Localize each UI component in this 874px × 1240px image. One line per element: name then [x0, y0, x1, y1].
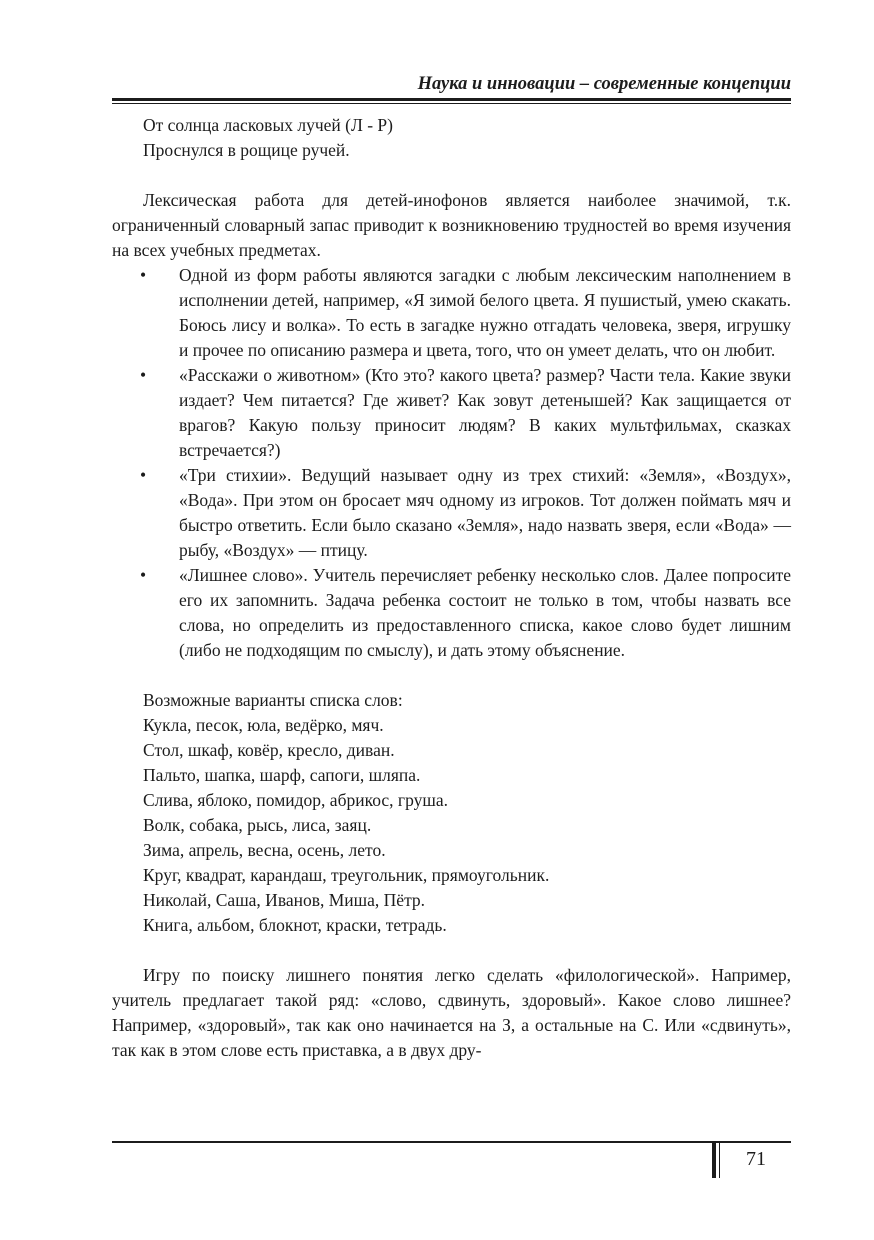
word-list-line: Кукла, песок, юла, ведёрко, мяч.: [143, 715, 384, 735]
page-body: [112, 113, 791, 1063]
word-list-line: Волк, собака, рысь, лиса, заяц.: [143, 815, 372, 835]
poem-line: Проснулся в рощице ручей.: [143, 140, 350, 160]
bullet-icon: •: [140, 465, 147, 485]
bullet-icon: •: [140, 365, 147, 385]
word-list-line: Николай, Саша, Иванов, Миша, Пётр.: [143, 890, 426, 910]
list-item: [112, 263, 791, 363]
footer-bar-thin: [719, 1143, 720, 1178]
list-item-text: «Расскажи о животном» (Кто это? какого цвета? размер? Части тела. Какие звуки издает? Чем питается? Где живет? Как зовут детенышей? Как защищается от врагов? Какую пользу приносит людям? В каких мультфильмах, сказках встречается?): [179, 365, 791, 460]
header-rule-thin: [112, 103, 791, 104]
intro-paragraph: Лексическая работа для детей-инофонов является наиболее значимой, т.к. ограниченный словарный запас приводит к возникновению трудностей во время изучения на всех учебных предметах.: [112, 190, 791, 260]
word-list-line: Зима, апрель, весна, осень, лето.: [143, 840, 386, 860]
bullet-icon: •: [140, 565, 147, 585]
list-item: [112, 463, 791, 563]
footer-rule: [112, 1141, 791, 1143]
bullet-icon: •: [140, 265, 147, 285]
exercise-list: [112, 263, 791, 663]
poem-line: От солнца ласковых лучей (Л - Р): [143, 115, 393, 135]
page-number: 71: [746, 1148, 766, 1170]
word-list-line: Книга, альбом, блокнот, краски, тетрадь.: [143, 915, 447, 935]
header-title: Наука и инновации – современные концепции: [417, 74, 791, 94]
word-list-line: Круг, квадрат, карандаш, треугольник, прямоугольник.: [143, 865, 550, 885]
spacer: [112, 663, 791, 688]
list-item-text: Одной из форм работы являются загадки с любым лексическим наполнением в исполнении детей, например, «Я зимой белого цвета. Я пушистый, умею скакать. Боюсь лису и волка». То есть в загадке нужно отгадать человека, зверя, игрушку и прочее по описанию размера и цвета, того, что он умеет делать, что он любит.: [179, 265, 791, 360]
word-list-line: Стол, шкаф, ковёр, кресло, диван.: [143, 740, 395, 760]
word-list-line: Слива, яблоко, помидор, абрикос, груша.: [143, 790, 448, 810]
spacer: [112, 938, 791, 963]
word-list-line: Пальто, шапка, шарф, сапоги, шляпа.: [143, 765, 421, 785]
running-header: [112, 68, 791, 102]
list-item: [112, 563, 791, 663]
list-item-text: «Лишнее слово». Учитель перечисляет ребенку несколько слов. Далее попросите его их запомнить. Задача ребенка состоит не только в том, чтобы назвать все слова, но определить из предоставленного списка, какое слово будет лишним (либо не подходящим по смыслу), и дать этому объяснение.: [179, 565, 791, 660]
list-item: [112, 363, 791, 463]
footer-bar-thick: [712, 1143, 716, 1178]
closing-paragraph: Игру по поиску лишнего понятия легко сделать «филологической». Например, учитель предлагает такой ряд: «слово, сдвинуть, здоровый». Какое слово лишнее? Например, «здоровый», так как оно начинается на З, а остальные на С. Или «сдвинуть», так как в этом слове есть приставка, а в двух дру-: [112, 965, 791, 1060]
header-rule-thick: [112, 98, 791, 101]
spacer: [112, 163, 791, 188]
list-item-text: «Три стихии». Ведущий называет одну из трех стихий: «Земля», «Воздух», «Вода». При этом он бросает мяч одному из игроков. Тот должен поймать мяч и быстро ответить. Если было сказано «Земля», надо назвать зверя, если «Вода» — рыбу, «Воздух» — птицу.: [179, 465, 791, 560]
word-lists-heading: Возможные варианты списка слов:: [143, 690, 403, 710]
